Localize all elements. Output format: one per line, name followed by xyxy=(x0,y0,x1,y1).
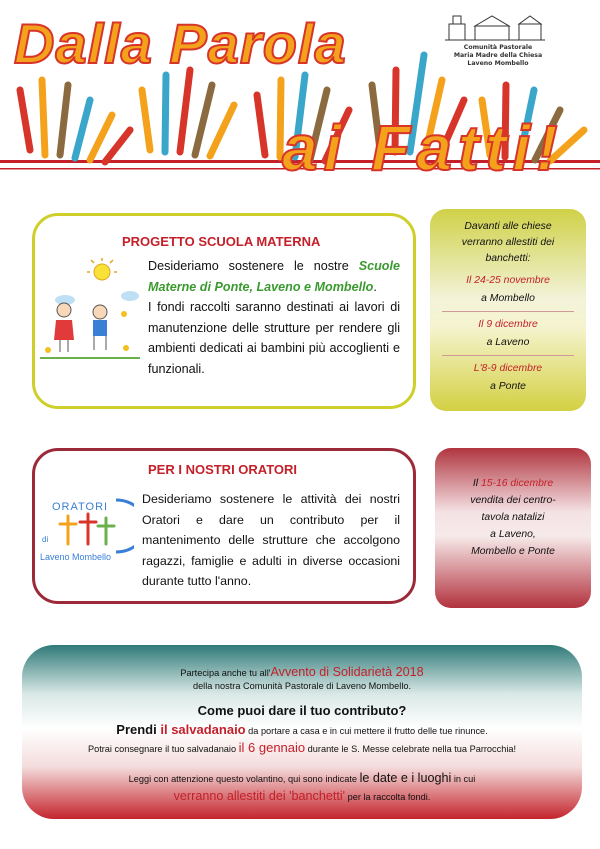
school-project-text xyxy=(148,256,400,379)
bottom-l7-b: per la raccolta fondi. xyxy=(345,792,431,802)
logo-bottom-text: Laveno Mombello xyxy=(40,552,112,562)
stalls-intro-3: banchetti: xyxy=(485,253,531,264)
stall-2-date: Il 9 dicembre xyxy=(478,319,538,330)
january-date: il 6 gennaio xyxy=(238,740,306,755)
children-drawing xyxy=(40,258,140,363)
divider xyxy=(442,311,574,312)
community-line-3: Laveno Mombello xyxy=(467,60,529,67)
stalls-highlight: verranno allestiti dei 'banchetti' xyxy=(173,789,346,803)
bottom-l5-a: Potrai consegnare il tuo salvadanaio xyxy=(87,744,239,754)
school-project-title: PROGETTO SCUOLA MATERNA xyxy=(122,234,321,249)
title-line-2: ai Fatti! xyxy=(282,112,564,184)
bottom-l6-a: Leggi con attenzione questo volantino, qui sono indicate xyxy=(128,774,360,784)
bottom-l4-c: da portare a casa e in cui mettere il frutto delle tue rinunce. xyxy=(245,726,488,736)
centerpieces-line-5: Mombello e Ponte xyxy=(471,546,555,557)
divider xyxy=(442,355,574,356)
school-text-part-a: Desideriamo sostenere le nostre xyxy=(148,259,359,273)
oratories-title: PER I NOSTRI ORATORI xyxy=(148,462,298,477)
stalls-intro-1: Davanti alle chiese xyxy=(464,221,552,232)
stall-2-place: a Laveno xyxy=(486,337,530,348)
school-names: Scuole Materne di Ponte, Laveno e Mombello xyxy=(148,259,400,294)
title-line-1: Dalla Parola xyxy=(14,12,347,75)
logo-top-text: ORATORI xyxy=(52,501,109,513)
community-label xyxy=(448,44,548,68)
bottom-line-5 xyxy=(22,739,582,757)
bottom-line-1 xyxy=(22,663,582,681)
centerpieces-il: Il xyxy=(472,478,481,489)
stalls-panel xyxy=(430,209,586,411)
centerpieces-line-3: tavola natalizi xyxy=(481,512,545,523)
bottom-l5-c: durante le S. Messe celebrate nella tua Parrocchia! xyxy=(305,744,517,754)
school-text-part-c: . xyxy=(373,279,377,294)
stall-3-date: L'8-9 dicembre xyxy=(473,363,543,374)
stall-1-date: Il 24-25 novembre xyxy=(466,275,550,286)
piggybank-highlight: il salvadanaio xyxy=(160,722,246,737)
bottom-line-6 xyxy=(22,769,582,787)
bottom-line-7 xyxy=(22,787,582,805)
bottom-question: Come puoi dare il tuo contributo? xyxy=(197,703,407,718)
oratori-logo xyxy=(38,494,134,566)
community-line-2: Maria Madre della Chiesa xyxy=(453,52,543,59)
centerpieces-date: 15-16 dicembre xyxy=(480,478,554,489)
stalls-intro-2: verranno allestiti dei xyxy=(461,237,555,248)
bottom-l4-a: Prendi xyxy=(116,722,161,737)
stall-1-place: a Mombello xyxy=(481,293,535,304)
advent-title: Avvento di Solidarietà 2018 xyxy=(270,665,424,679)
bottom-line-4 xyxy=(22,721,582,739)
centerpieces-line-2: vendita dei centro- xyxy=(470,495,556,506)
centerpieces-panel xyxy=(435,448,591,608)
bottom-l6-c: in cui xyxy=(451,774,476,784)
oratories-text: Desideriamo sostenere le attività dei nostri Oratori e dare un contributo per il mantenimento delle strutture che accolgono ragazzi, famiglie e adulti in diverse occasioni durante tutto l'anno. xyxy=(142,492,400,588)
logo-di-text: di xyxy=(42,535,49,544)
centerpieces-line-1 xyxy=(435,476,591,492)
community-line-1: Comunità Pastorale xyxy=(463,44,533,51)
stall-3-place: a Ponte xyxy=(490,381,526,392)
centerpieces-line-4: a Laveno, xyxy=(490,529,536,540)
solidarity-panel xyxy=(22,645,582,819)
bottom-line-2: della nostra Comunità Pastorale di Laveno Mombello. xyxy=(192,681,412,691)
school-text-funds: I fondi raccolti saranno destinati ai lavori di manutenzione delle strutture per rendere gli ambienti dedicati ai bambini più accoglienti e funzionali. xyxy=(148,300,400,376)
bottom-l1-a: Partecipa anche tu all' xyxy=(180,668,271,678)
dates-places: le date e i luoghi xyxy=(359,771,452,785)
